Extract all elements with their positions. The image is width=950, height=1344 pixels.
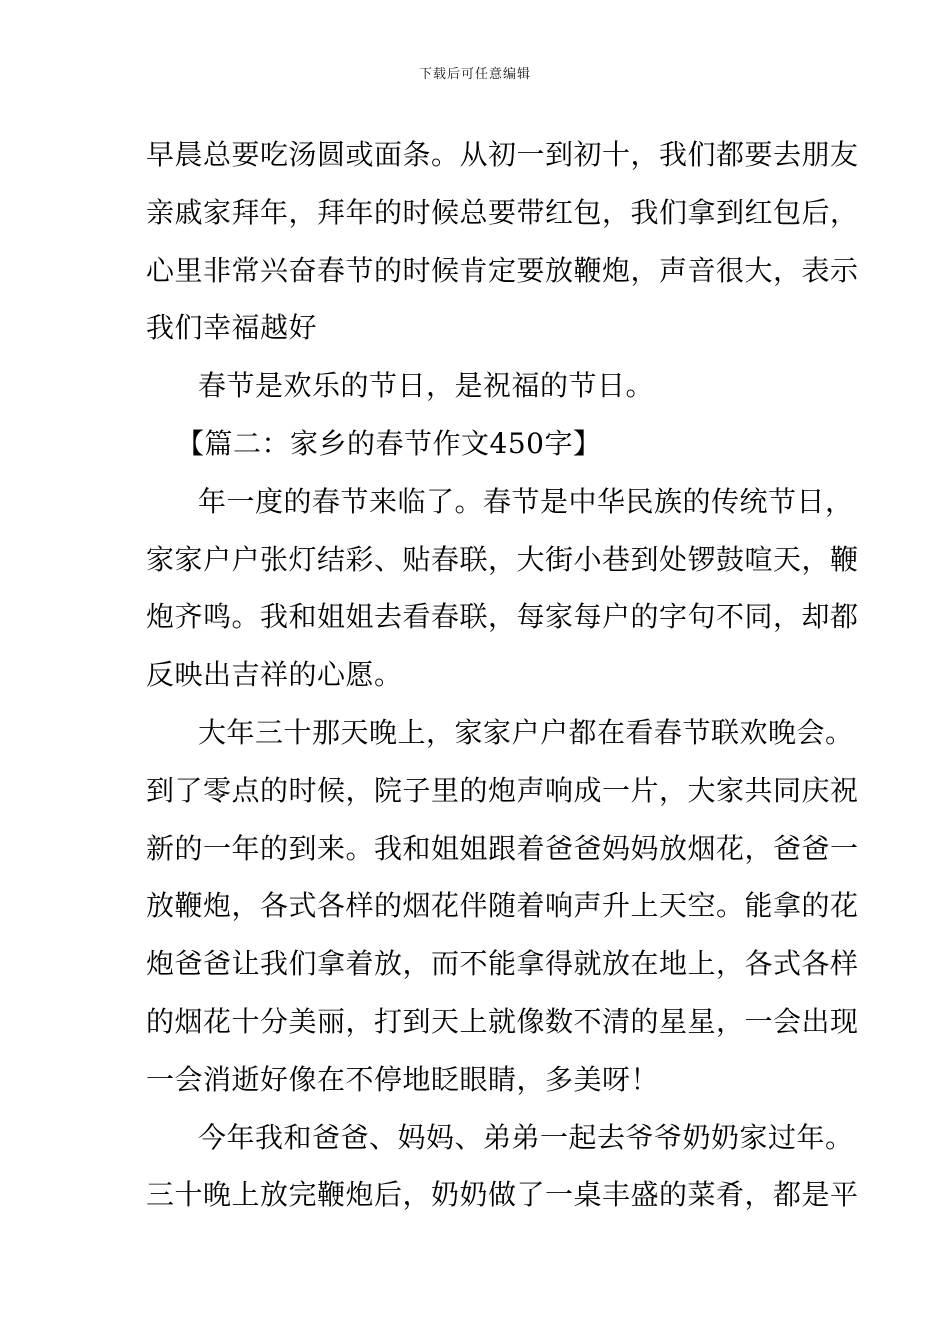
text-line: 一会消逝好像在不停地眨眼睛，多美呀！ <box>146 1062 660 1096</box>
section-heading: 【篇二：家乡的春节作文450字】 <box>176 426 602 460</box>
text-line: 炮爸爸让我们拿着放，而不能拿得就放在地上，各式各样 <box>146 947 859 981</box>
text-line: 反映出吉祥的心愿。 <box>146 658 403 692</box>
text-line: 亲戚家拜年，拜年的时候总要带红包，我们拿到红包后， <box>146 195 859 229</box>
text-line: 我们幸福越好 <box>146 311 318 345</box>
text-line: 放鞭炮，各式各样的烟花伴随着响声升上天空。能拿的花 <box>146 889 859 923</box>
text-line: 炮齐鸣。我和姐姐去看春联，每家每户的字句不同，却都 <box>146 600 859 634</box>
text-line: 到了零点的时候，院子里的炮声响成一片，大家共同庆祝 <box>146 773 859 807</box>
document-body <box>146 126 859 1224</box>
paragraph-first-line: 今年我和爸爸、妈妈、弟弟一起去爷爷奶奶家过年。 <box>198 1120 854 1154</box>
text-line: 新的一年的到来。我和姐姐跟着爸爸妈妈放烟花，爸爸一 <box>146 831 859 865</box>
text-line: 三十晚上放完鞭炮后，奶奶做了一桌丰盛的菜肴，都是平 <box>146 1178 859 1212</box>
text-line: 的烟花十分美丽，打到天上就像数不清的星星，一会出现 <box>146 1004 859 1038</box>
page-header-note: 下载后可任意编辑 <box>418 67 531 82</box>
paragraph-first-line: 年一度的春节来临了。春节是中华民族的传统节日， <box>198 484 854 518</box>
text-line: 早晨总要吃汤圆或面条。从初一到初十，我们都要去朋友 <box>146 138 859 171</box>
text-line: 心里非常兴奋春节的时候肯定要放鞭炮，声音很大，表示 <box>146 253 859 287</box>
paragraph-first-line: 大年三十那天晚上，家家户户都在看春节联欢晚会。 <box>198 715 854 749</box>
text-line: 家家户户张灯结彩、贴春联，大街小巷到处锣鼓喧天，鞭 <box>146 542 859 576</box>
paragraph-first-line: 春节是欢乐的节日，是祝福的节日。 <box>198 369 655 403</box>
